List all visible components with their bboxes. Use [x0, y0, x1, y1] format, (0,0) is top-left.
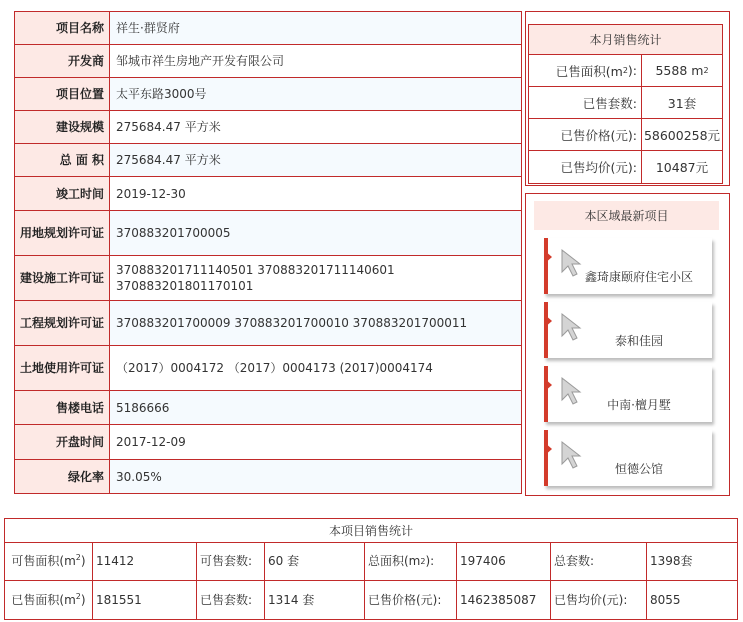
- stat-label: 已售均价(元):: [529, 151, 642, 183]
- monthly-avg-price-value: 10487元: [655, 160, 709, 175]
- location-value: 太平东路3000号: [110, 78, 521, 110]
- completion-date-value: 2019-12-30: [110, 177, 521, 210]
- info-row-engineering-permit: [15, 301, 521, 346]
- latest-project-card[interactable]: [544, 238, 712, 294]
- project-sales-stats-table: [4, 518, 738, 620]
- info-label: 用地规划许可证: [15, 211, 110, 255]
- stat-label: 已售价格(元):: [365, 581, 457, 619]
- info-row-opening: [15, 425, 521, 460]
- project-stats-row-available: [5, 543, 737, 581]
- info-row-name: [15, 12, 521, 45]
- info-row-land-plan-permit: [15, 211, 521, 256]
- land-plan-permit-value: 370883201700005: [110, 211, 521, 255]
- latest-projects-panel: [525, 193, 730, 496]
- sold-price-value: 1462385087: [457, 581, 551, 619]
- red-marker-icon: [544, 442, 552, 456]
- engineering-permit-value: 370883201700009 370883201700010 370883201700011: [110, 301, 521, 345]
- monthly-sold-price-value: 58600258元: [643, 127, 721, 143]
- info-row-completion: [15, 177, 521, 211]
- stat-label: 已售面积(m 2 ):: [529, 55, 642, 86]
- info-label: 建设施工许可证: [15, 256, 110, 300]
- info-label: 开发商: [15, 45, 110, 77]
- info-row-developer: [15, 45, 521, 78]
- construction-permit-value: 370883201711140501 370883201711140601 370883201801170101: [110, 256, 521, 300]
- sold-area-value: 181551: [93, 581, 197, 619]
- monthly-sold-area-row: [529, 55, 722, 87]
- info-row-scale: [15, 111, 521, 144]
- sold-avg-price-value: 8055: [650, 592, 681, 607]
- info-row-construction-permit: [15, 256, 521, 301]
- latest-project-link[interactable]: 鑫琦康颐府住宅小区: [584, 270, 693, 284]
- stat-label: 总套数:: [551, 543, 647, 580]
- red-marker-icon: [544, 314, 552, 328]
- latest-project-link[interactable]: 恒德公馆: [614, 462, 663, 476]
- info-label: 总 面 积: [15, 144, 110, 176]
- project-name-value: 祥生·群贤府: [110, 12, 521, 44]
- total-area-value: 197406: [457, 543, 551, 580]
- land-use-permit-value: （2017）0004172 （2017）0004173 (2017)0004174: [110, 346, 521, 390]
- monthly-sales-table: [528, 24, 723, 184]
- project-stats-row-sold: [5, 581, 737, 619]
- stat-label: 已售价格(元):: [529, 119, 642, 150]
- info-label: 工程规划许可证: [15, 301, 110, 345]
- info-row-land-use-permit: [15, 346, 521, 391]
- sold-units-value: 1314 套: [265, 581, 365, 619]
- latest-projects-title: 本区域最新项目: [534, 201, 719, 230]
- available-area-value: 11412: [93, 543, 197, 580]
- info-row-total-area: [15, 144, 521, 177]
- stat-label: 已售套数:: [529, 87, 642, 118]
- total-area-value: 275684.47 平方米: [110, 144, 521, 176]
- monthly-sales-title: 本月销售统计: [529, 25, 722, 55]
- available-units-value: 60 套: [265, 543, 365, 580]
- scale-value: 275684.47 平方米: [110, 111, 521, 143]
- info-label: 项目名称: [15, 12, 110, 44]
- red-marker-icon: [544, 250, 552, 264]
- info-label: 开盘时间: [15, 425, 110, 459]
- greening-rate-value: 30.05%: [110, 460, 521, 493]
- info-label: 售楼电话: [15, 391, 110, 424]
- latest-project-card[interactable]: [544, 302, 712, 358]
- info-label: 建设规模: [15, 111, 110, 143]
- developer-value: 邹城市祥生房地产开发有限公司: [110, 45, 521, 77]
- info-label: 项目位置: [15, 78, 110, 110]
- stat-label: 已售均价(元):: [551, 581, 647, 619]
- monthly-sales-panel: [525, 11, 730, 186]
- latest-project-card[interactable]: [544, 430, 712, 486]
- info-row-phone: [15, 391, 521, 425]
- red-marker-icon: [544, 378, 552, 392]
- monthly-sold-area-value: 5588 m 2: [655, 63, 709, 78]
- stat-label: 已售套数:: [197, 581, 265, 619]
- project-info-table: [14, 11, 522, 494]
- opening-date-value: 2017-12-09: [110, 425, 521, 459]
- sales-phone-value: 5186666: [110, 391, 521, 424]
- info-label: 绿化率: [15, 460, 110, 493]
- total-units-value: 1398套: [650, 554, 693, 568]
- stat-label: 可售套数:: [197, 543, 265, 580]
- info-label: 土地使用许可证: [15, 346, 110, 390]
- monthly-sold-units-value: 31套: [667, 95, 697, 111]
- info-row-location: [15, 78, 521, 111]
- latest-project-link[interactable]: 泰和佳园: [614, 334, 663, 348]
- monthly-sold-units-row: [529, 87, 722, 119]
- info-label: 竣工时间: [15, 177, 110, 210]
- monthly-avg-price-row: [529, 151, 722, 183]
- stat-label: 总面积(m 2 ):: [365, 543, 457, 580]
- latest-project-card[interactable]: [544, 366, 712, 422]
- info-row-greening: [15, 460, 521, 493]
- stat-label: 已售面积$(m^2)$: [5, 581, 93, 619]
- stat-label: 可售面积$(m^2)$: [5, 543, 93, 580]
- project-sales-stats-title: 本项目销售统计: [5, 519, 737, 543]
- latest-project-link[interactable]: 中南·檀月墅: [607, 398, 671, 412]
- monthly-sold-price-row: [529, 119, 722, 151]
